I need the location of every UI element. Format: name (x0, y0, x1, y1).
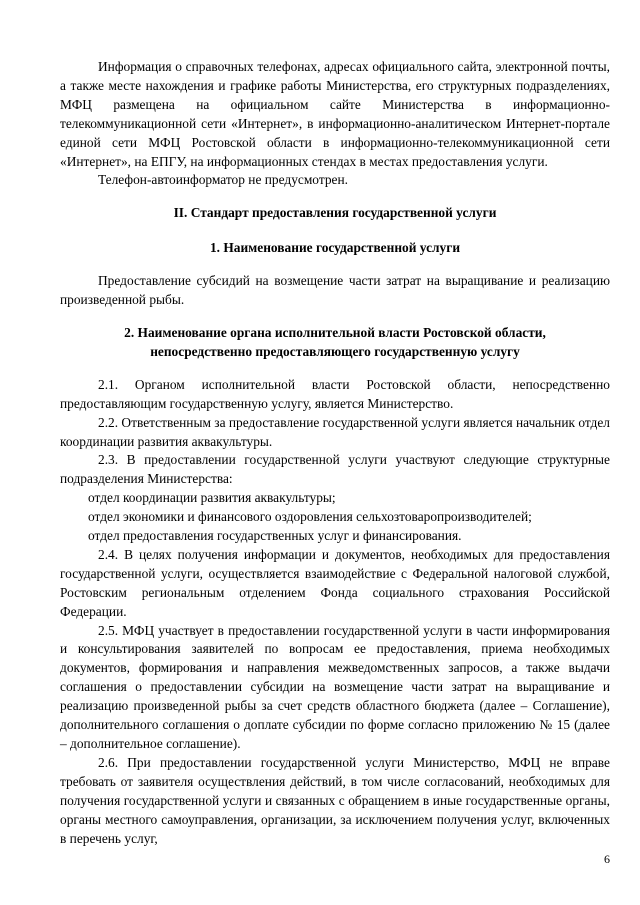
subsection-2-title-line1: 2. Наименование органа исполнительной власти Ростовской области, (124, 324, 546, 340)
intro-paragraph: Информация о справочных телефонах, адресах официального сайта, электронной почты, а также месте нахождения и графике работы Министерства, его структурных подразделениях, МФЦ размещена на официальном сайте Министерства в информационно-телекоммуникационной сети «Интернет», в информационно-аналитическом Интернет-портале единой сети МФЦ Ростовской области в информационно-телекоммуникационной сети «Интернет», на ЕПГУ, на информационных стендах в местах предоставления услуги. (60, 59, 610, 169)
paragraph-2-4: 2.4. В целях получения информации и документов, необходимых для предоставления государственной услуги, осуществляется взаимодействие с Федеральной налоговой службой, Ростовским региональным отделением Фонда социального страхования Российской Федерации. (60, 546, 610, 619)
paragraph-2-5: 2.5. МФЦ участвует в предоставлении государственной услуги в части информирования и консультирования заявителей по вопросам ее предоставления, приема необходимых документов, формирования и направления межведомственных запросов, а также выдачи соглашения о предоставлении субсидии на возмещение части затрат на выращивание и реализацию произведенной рыбы за счет средств областного бюджета (далее – Соглашение), дополнительного соглашения о доплате субсидии по форме согласно приложению № 15 (далее – дополнительное соглашение). (60, 622, 610, 751)
document-page (60, 58, 610, 848)
paragraph-2-2: 2.2. Ответственным за предоставление государственной услуги является начальник отдел координации развития аквакультуры. (60, 414, 610, 449)
department-item: отдел предоставления государственных услуг и финансирования. (88, 528, 462, 544)
page-number: 6 (604, 852, 610, 866)
department-item: отдел координации развития аквакультуры; (88, 490, 336, 506)
subsection-1-title: 1. Наименование государственной услуги (209, 240, 461, 256)
paragraph-2-1: 2.1. Органом исполнительной власти Ростовской области, непосредственно предоставляющим государственную услугу, является Министерство. (60, 376, 610, 411)
department-item: отдел экономики и финансового оздоровления сельхозтоваропроизводителей; (88, 509, 532, 525)
subsection-2-title (60, 324, 610, 362)
autoinformer-paragraph: Телефон-автоинформатор не предусмотрен. (98, 172, 348, 188)
subsection-2-title-line2: непосредственно предоставляющего государственную услугу (150, 343, 520, 359)
subsection-1-text: Предоставление субсидий на возмещение части затрат на выращивание и реализацию произведенной рыбы. (60, 273, 610, 308)
paragraph-2-3: 2.3. В предоставлении государственной услуги участвуют следующие структурные подразделения Министерства: (60, 452, 610, 487)
paragraph-2-6: 2.6. При предоставлении государственной услуги Министерство, МФЦ не вправе требовать от заявителя осуществления действий, в том числе согласований, необходимых для получения государственной услуги и связанных с обращением в иные государственные органы, органы местного самоуправления, организации, за исключением получения услуг, включенных в перечень услуг, (60, 754, 610, 846)
section-title: II. Стандарт предоставления государственной услуги (173, 205, 497, 221)
